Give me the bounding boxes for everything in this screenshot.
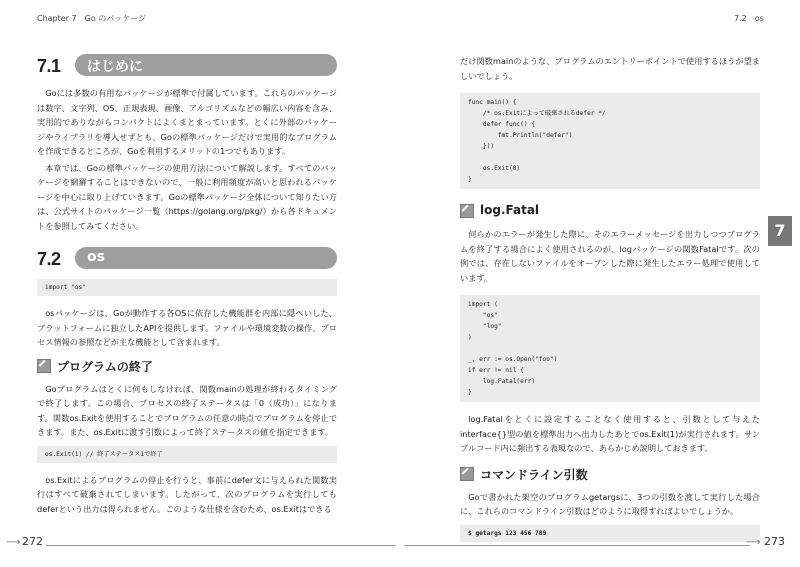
paragraph: 何らかのエラーが発生した際に、そのエラーメッセージを出力しつつプログラムを終了する場合によく使用されるのが、logパッケージの関数Fatalです。次の例では、存在しないファイルをオープンした際に発生したエラー処理で使用しています。 (460, 229, 760, 283)
subsection-heading (37, 358, 337, 376)
code-block: import "os" (37, 279, 337, 296)
subsection-title: log.Fatal (480, 203, 540, 217)
chapter-tab: 7 (768, 216, 792, 246)
running-header-left: Chapter 7 Go のパッケージ (37, 14, 147, 23)
subsection-title: プログラムの終了 (57, 359, 153, 374)
pencil-square-icon (460, 204, 474, 218)
paragraph: だけ関数mainのような、プログラムのエントリーポイントで使用するほうが望ましいでしょう。 (460, 56, 760, 81)
footer-rule-right (404, 545, 750, 546)
arrow-right-icon: ⟶ (746, 537, 761, 548)
running-header-right: 7.2 os (734, 14, 764, 23)
section-heading-7-1 (37, 54, 337, 78)
arrow-right-icon: ⟶ (6, 537, 21, 548)
left-page (37, 54, 337, 518)
code-block: import ( "os" "log" ) _, err := os.Open("foo") if err != nil { log.Fatal(err) } (460, 295, 760, 402)
paragraph: os.Exitによるプログラムの停止を行うと、事前にdefer文に与えられた関数実行はすべて破棄されてしまいます。したがって、次のプログラムを実行してもdeferという出力は得られません。このような仕様を含むため、os.Exitはできる (37, 474, 337, 514)
subsection-title: コマンドライン引数 (480, 467, 588, 482)
section-number: 7.1 (37, 56, 61, 76)
paragraph: Goで書かれた架空のプログラムgetargsに、3つの引数を渡して実行した場合に、これらのコマンドライン引数はどのように取得すればよいでしょうか。 (460, 491, 760, 516)
code-block: os.Exit(1) // 終了ステータス1で終了 (37, 446, 337, 463)
heading-bar (75, 247, 337, 269)
paragraph: 本章では、Goの標準パッケージの使用方法について解説します。すべてのパッケージを網羅することはできないので、一般に利用頻度が高いと思われるパッケージを中心に取り上げていきます。Goの標準パッケージ全体について知りたい方は、公式サイトのパッケージ一覧（https://golang.org/pkg/）から各ドキュメントを参照してみてください。 (37, 162, 337, 231)
code-block: func main() { /* os.Exitによって破棄されるdefer */ defer func() { fmt.Println("defer") }() os.Exit(0) } (460, 93, 760, 189)
section-title: os (87, 249, 105, 265)
section-number: 7.2 (37, 249, 61, 269)
paragraph: osパッケージは、Goが動作する各OSに依存した機能群を内部に隠ぺいした、プラットフォームに独立したAPIを提供します。ファイルや環境変数の操作、プロセス情報の参照などが主な機能として含まれます。 (37, 308, 337, 347)
footer-rule-left (46, 545, 396, 546)
page-number-left: 272 (22, 535, 43, 548)
paragraph: Goには多数の有用なパッケージが標準で付属しています。これらのパッケージは数字、文字列、OS、正規表現、画像、アルゴリズムなどの幅広い内容を含み、実用的でありながらコンパクトによくまとまっています。とくに外部のパッケージやライブラリを導入せずとも、Goの標準パッケージだけで実用的なプログラムを作成できるところが、Goを利用するメリットの1つでもあります。 (37, 88, 337, 156)
pencil-square-icon (37, 359, 51, 373)
subsection-heading (460, 203, 760, 221)
section-heading-7-2 (37, 247, 337, 271)
page-number-right: 273 (764, 535, 785, 548)
paragraph: Goプログラムはとくに何もしなければ、関数mainの処理が終わるタイミングで終了します。この場合、プロセスの終了ステータスは「0（成功）」になります。関数os.Exitを使用することでプログラムの任意の時点でプログラムを停止できます。また、os.Exitに渡す引数によって終了ステータスの値を指定できます。 (37, 383, 337, 437)
subsection-heading (460, 466, 760, 484)
code-block: $ getargs 123 456 789 (460, 525, 760, 542)
right-page (460, 54, 760, 552)
pencil-square-icon (460, 467, 474, 481)
section-title: はじめに (87, 59, 143, 75)
paragraph: log.Fatalをとくに設定することなく使用すると、引数として与えたinterface{}型の値を標準出力へ出力したあとでos.Exit(1)が実行されます。サンプルコード内に頻出する表現なので、あらかじめ説明しておきます。 (460, 414, 760, 453)
